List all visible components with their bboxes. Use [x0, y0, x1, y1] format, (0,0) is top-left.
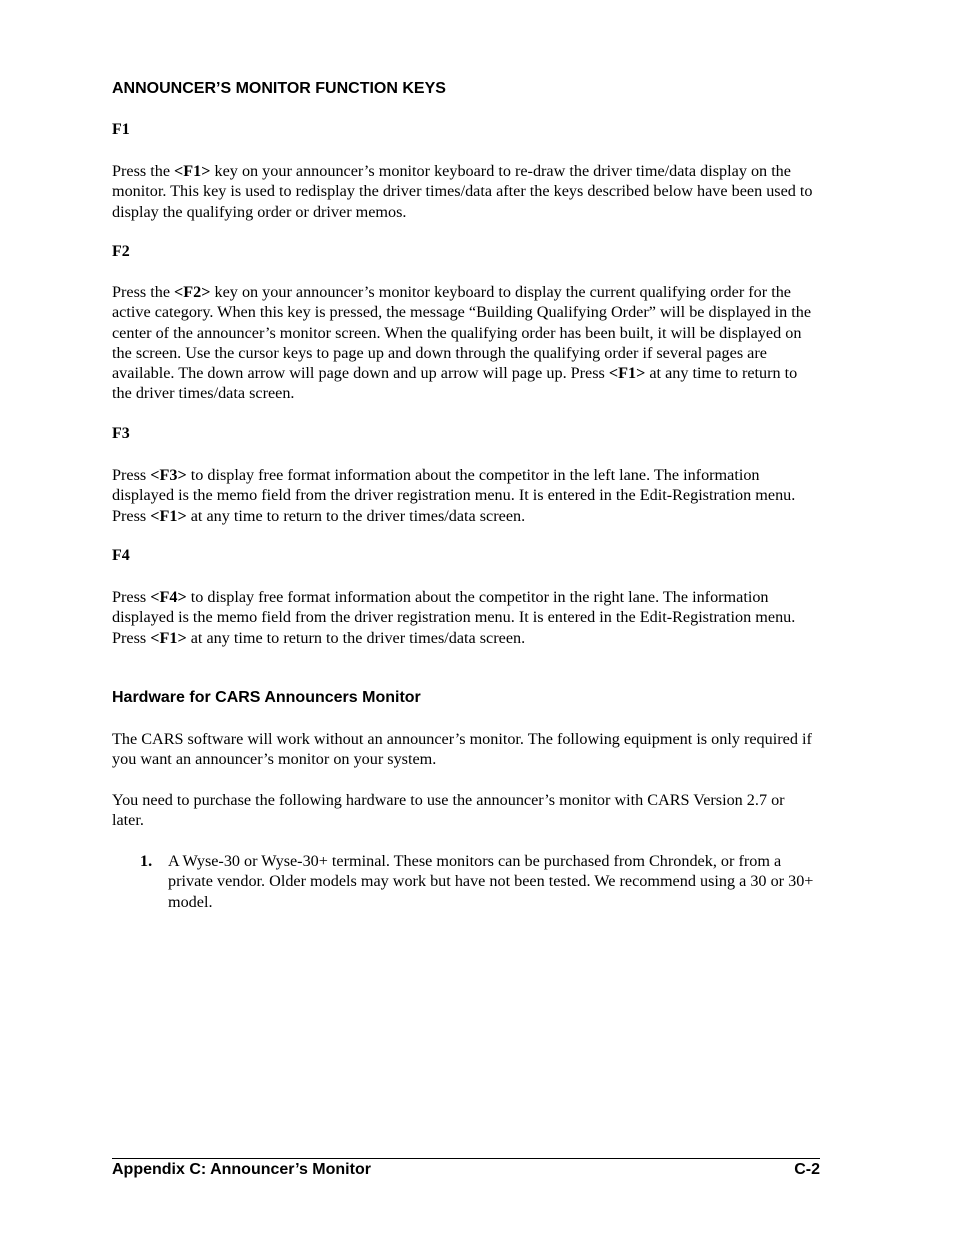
- f3-label: F3: [112, 425, 130, 442]
- f4-label: F4: [112, 547, 130, 564]
- f4-description: Press <F4> to display free format information about the competitor in the right lane. The information displayed is the memo field from the driver registration menu. It is entered in the Edit-Registration menu. Press <F1> at any time to return to the driver times/data screen.: [112, 588, 796, 647]
- f2-label: F2: [112, 243, 130, 260]
- footer-chapter-title: Appendix C: Announcer’s Monitor: [112, 1161, 371, 1178]
- hardware-intro: The CARS software will work without an announcer’s monitor. The following equipment is only required if you want an announcer’s monitor on your system.: [112, 730, 812, 769]
- hardware-title: Hardware for CARS Announcers Monitor: [112, 689, 421, 706]
- footer-page-number: C-2: [794, 1161, 820, 1178]
- f1-label: F1: [112, 121, 130, 138]
- document-page: [112, 0, 820, 1235]
- list-item-number: 1.: [140, 852, 153, 870]
- f1-description: Press the <F1> key on your announcer’s monitor keyboard to re-draw the driver time/data display on the monitor. This key is used to redisplay the driver times/data after the keys described below have been used to display the qualifying order or driver memos.: [112, 162, 813, 221]
- f3-description: Press <F3> to display free format information about the competitor in the left lane. The information displayed is the memo field from the driver registration menu. It is entered in the Edit-Registration menu. Press <F1> at any time to return to the driver times/data screen.: [112, 466, 796, 525]
- section-title: ANNOUNCER’S MONITOR FUNCTION KEYS: [112, 80, 446, 97]
- f2-description: Press the <F2> key on your announcer’s monitor keyboard to display the current qualifying order for the active category. When this key is pressed, the message “Building Qualifying Order” will be displayed in the center of the announcer’s monitor screen. When the qualifying order has been built, it will be displayed on the screen. Use the cursor keys to page up and down through the qualifying order if several pages are available. The down arrow will page down and up arrow will page up. Press <F1> at any time to return to the driver times/data screen.: [112, 283, 812, 403]
- list-item-text: A Wyse-30 or Wyse-30+ terminal. These monitors can be purchased from Chrondek, or from a private vendor. Older models may work but have not been tested. We recommend using a 30 or 30+ model.: [168, 852, 814, 911]
- hardware-requirements: You need to purchase the following hardware to use the announcer’s monitor with CARS Version 2.7 or later.: [112, 791, 785, 830]
- footer-rule: [112, 1158, 820, 1159]
- list-item: [112, 851, 820, 912]
